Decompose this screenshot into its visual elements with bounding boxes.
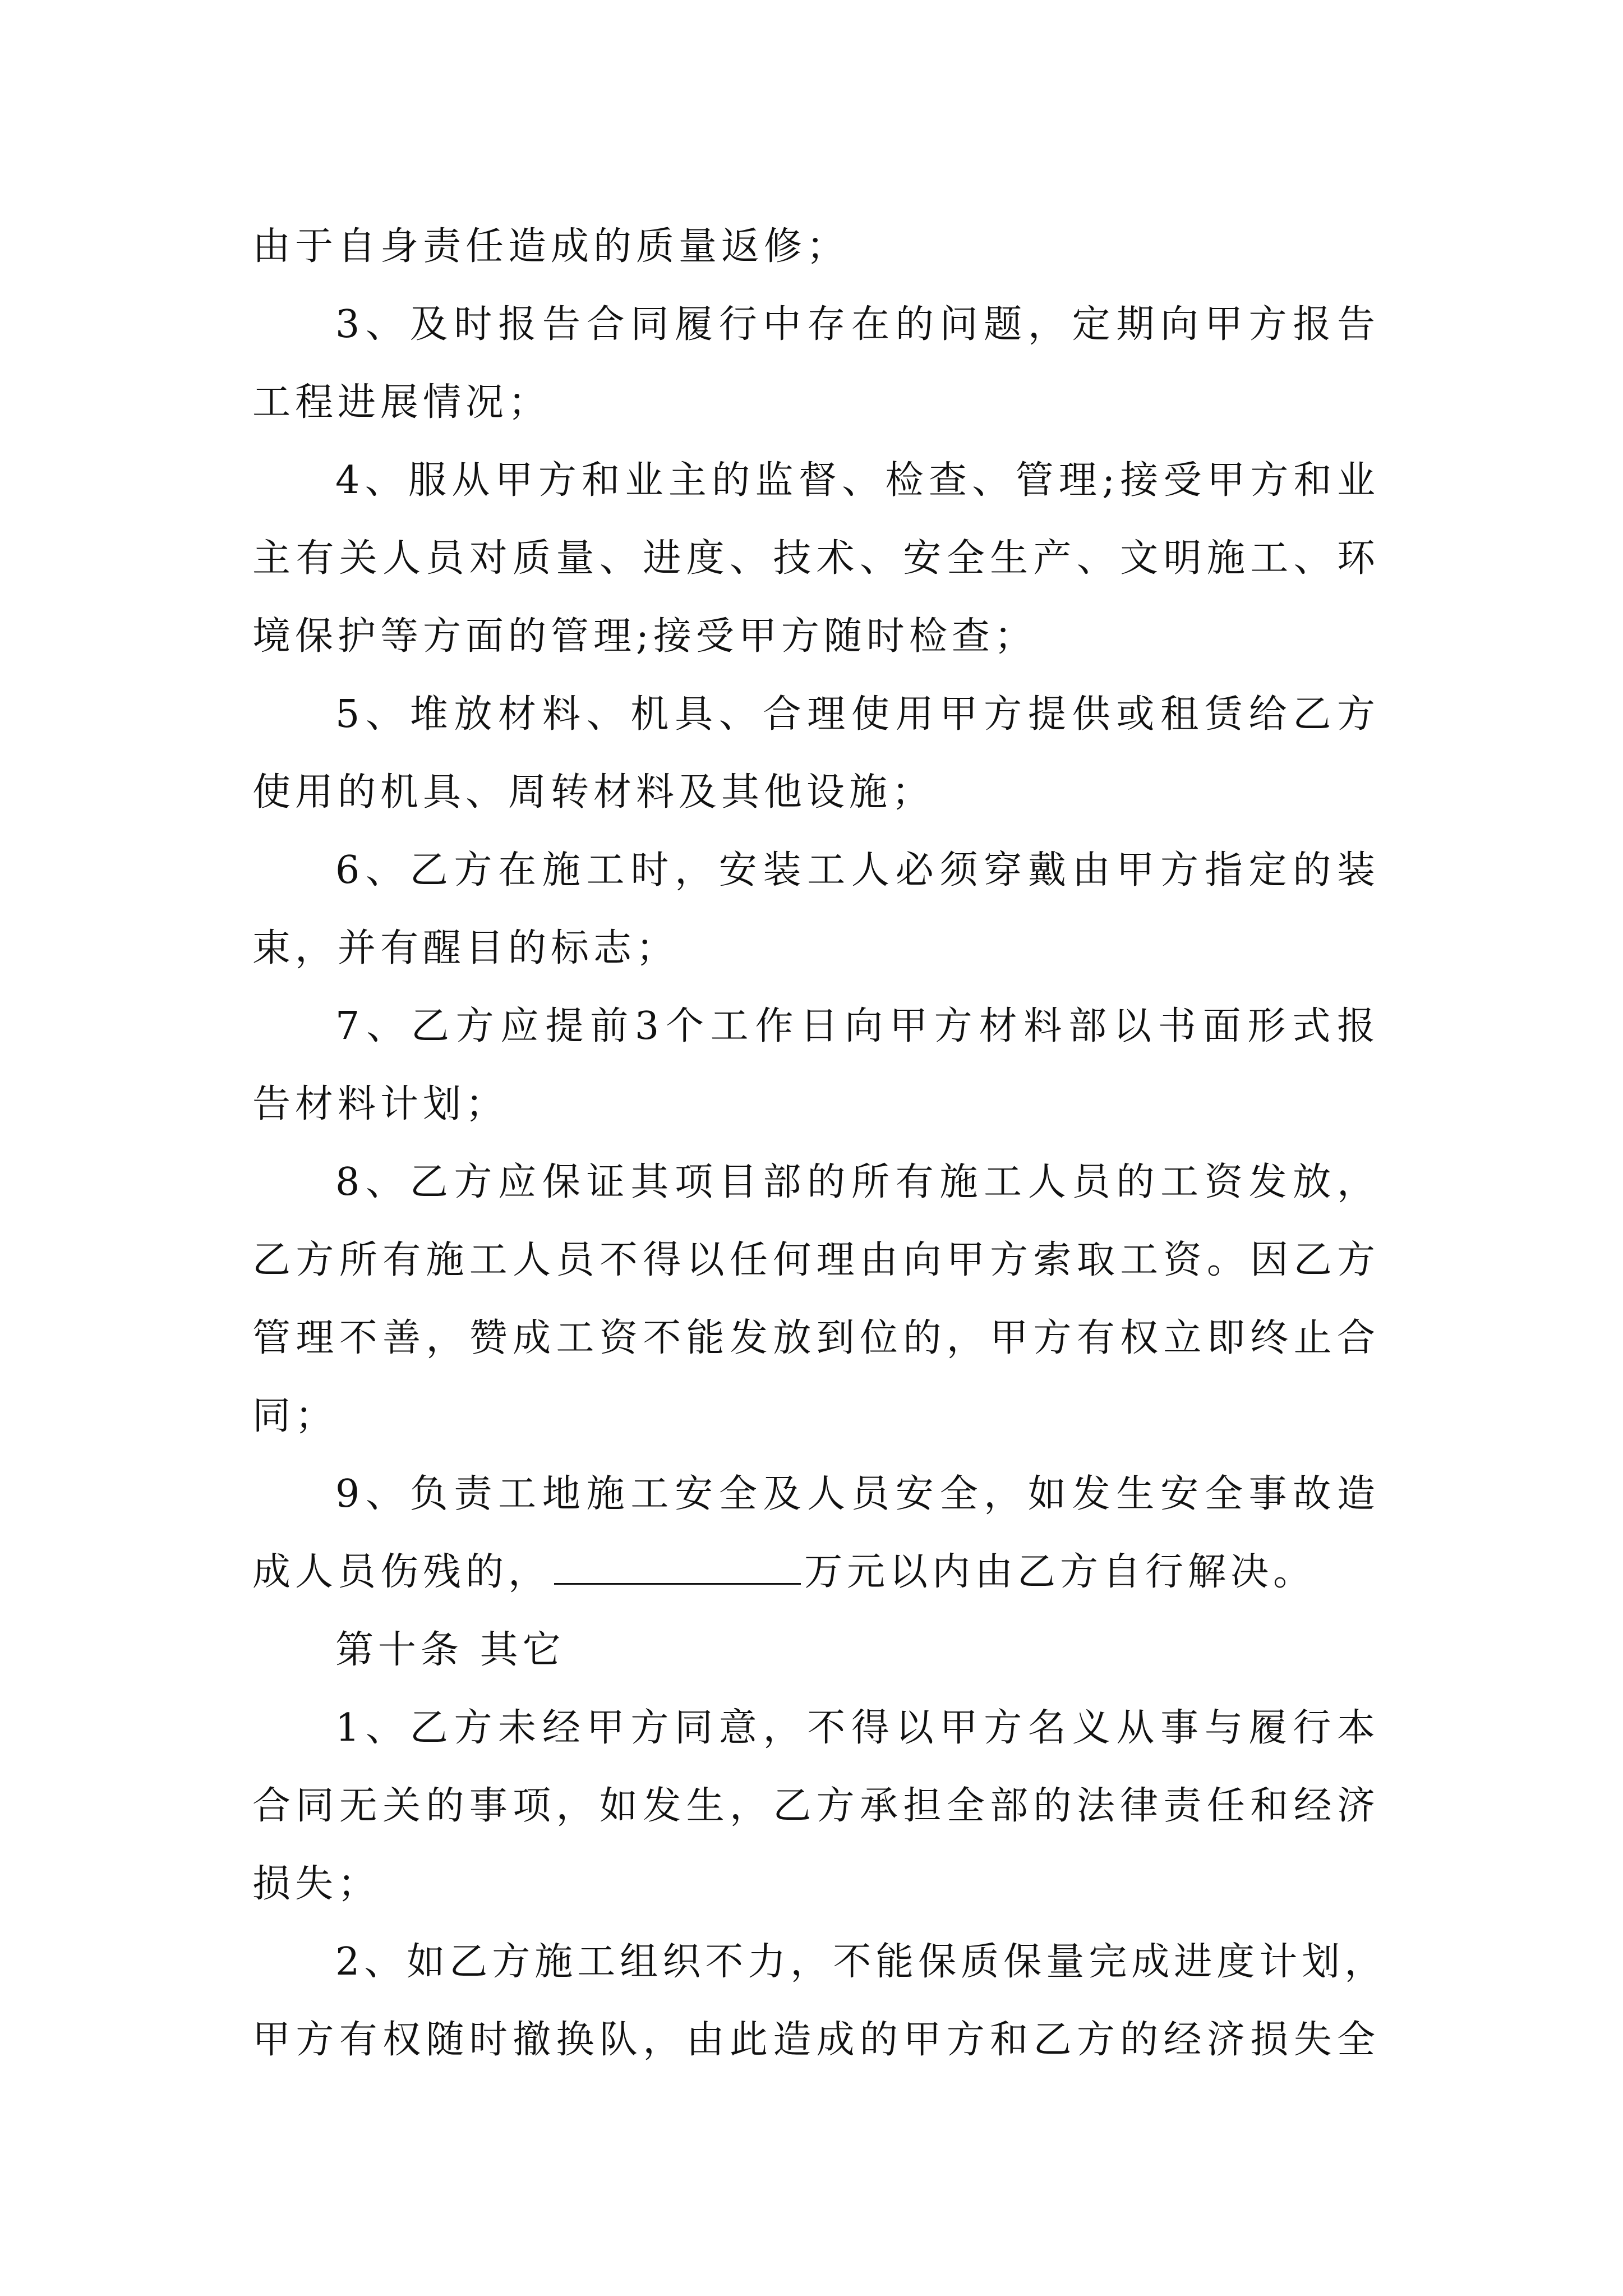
document-body [252, 208, 1387, 2079]
text-line: 6、乙方在施工时，安装工人必须穿戴由甲方指定的装 [335, 848, 1380, 892]
text-line: 由于自身责任造成的质量返修； [252, 224, 850, 269]
text-line: 8、乙方应保证其项目部的所有施工人员的工资发放， [335, 1160, 1380, 1204]
text-line: 9、负责工地施工安全及人员安全，如发生安全事故造 [335, 1472, 1380, 1516]
text-line: 同； [252, 1394, 338, 1438]
text-line: 境保护等方面的管理;接受甲方随时检查； [252, 614, 1037, 659]
text-line: 告材料计划； [252, 1082, 509, 1126]
text-line: 1、乙方未经甲方同意，不得以甲方名义从事与履行本 [335, 1706, 1380, 1750]
text-line: 3、及时报告合同履行中存在的问题，定期向甲方报告 [335, 302, 1380, 347]
text-line: 束，并有醒目的标志； [252, 926, 679, 970]
text-line: 管理不善，赞成工资不能发放到位的，甲方有权立即终止合 [252, 1316, 1380, 1360]
text-line: 5、堆放材料、机具、合理使用甲方提供或租赁给乙方 [335, 692, 1380, 737]
text-line: 7、乙方应提前3个工作日向甲方材料部以书面形式报 [335, 1004, 1380, 1048]
text-line: 2、如乙方施工组织不力，不能保质保量完成进度计划， [335, 1940, 1387, 1984]
text-after-blank: 万元以内由乙方自行解决。 [804, 1550, 1316, 1594]
text-line: 损失； [252, 1862, 381, 1906]
text-line: 工程进展情况； [252, 380, 551, 425]
section-heading: 第十条 其它 [335, 1628, 565, 1672]
text-before-blank: 成人员伤残的， [252, 1550, 551, 1594]
text-line: 4、服从甲方和业主的监督、检查、管理;接受甲方和业 [335, 458, 1380, 503]
text-line: 使用的机具、周转材料及其他设施； [252, 770, 935, 815]
text-line: 乙方所有施工人员不得以任何理由向甲方索取工资。因乙方 [252, 1238, 1380, 1282]
text-line: 主有关人员对质量、进度、技术、安全生产、文明施工、环 [252, 536, 1380, 581]
text-line-with-blank [252, 1533, 1380, 1611]
text-line: 合同无关的事项，如发生，乙方承担全部的法律责任和经济 [252, 1784, 1380, 1828]
fill-in-blank [554, 1549, 801, 1585]
text-line: 甲方有权随时撤换队，由此造成的甲方和乙方的经济损失全 [252, 2018, 1380, 2062]
